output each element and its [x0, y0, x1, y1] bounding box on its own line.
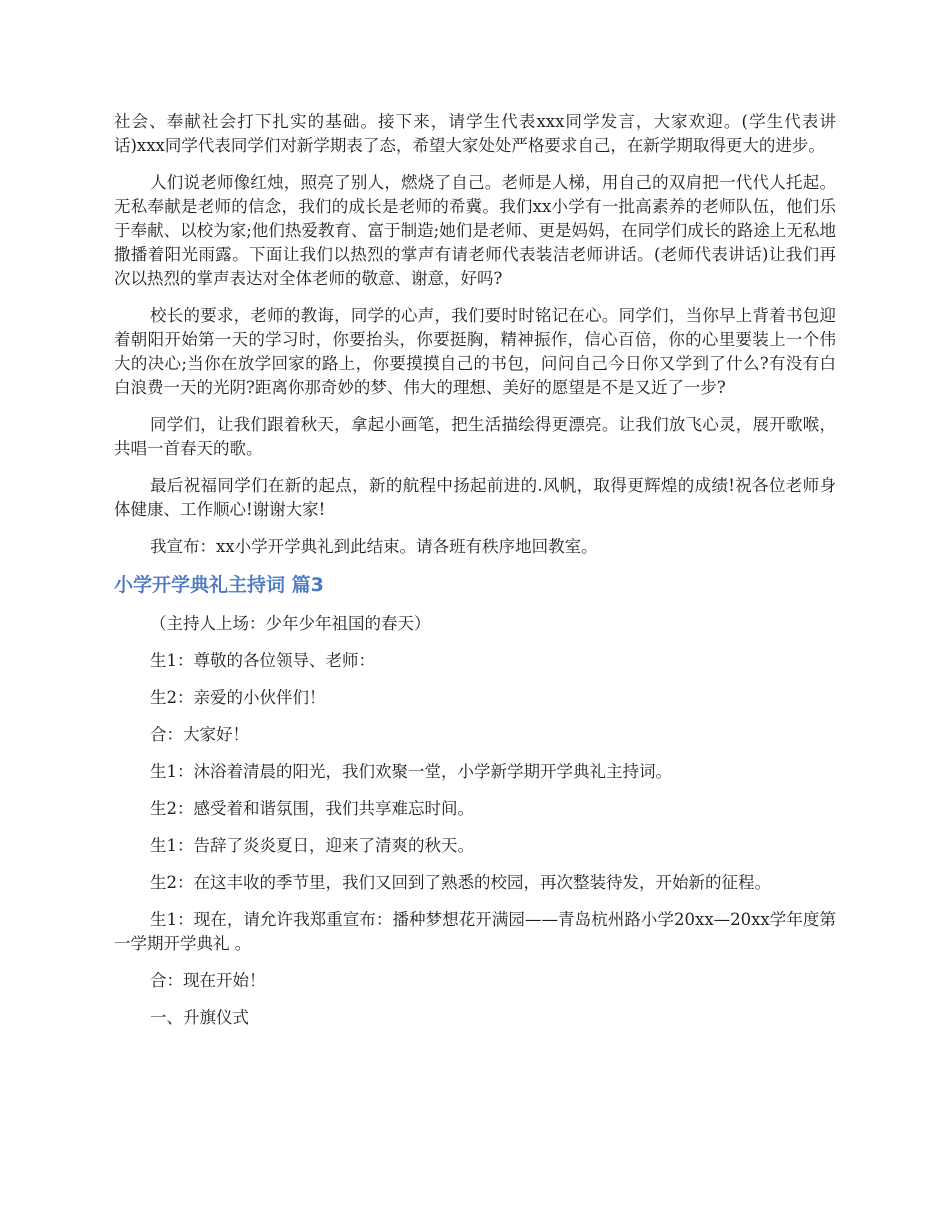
- script-line: 一、升旗仪式: [150, 1008, 249, 1027]
- script-line: 生1：沐浴着清晨的阳光，我们欢聚一堂，小学新学期开学典礼主持词。: [150, 762, 672, 781]
- script-line: 生1：尊敬的各位领导、老师：: [150, 651, 375, 670]
- paragraph: 我宣布：xx小学开学典礼到此结束。请各班有秩序地回教室。: [150, 537, 598, 556]
- paragraph: 校长的要求，老师的教诲，同学的心声，我们要时时铭记在心。同学们，当你早上背着书包迎着朝阳开始第一天的学习时，你要抬头，你要挺胸，精神振作，信心百倍，你的心里要装上一个伟大的决心;当你在放学回家的路上，你要摸摸自己的书包，问问自己今日你又学到了什么?有没有白白浪费一天的光阴?距离你那奇妙的梦、伟大的理想、美好的愿望是不是又近了一步?: [114, 306, 836, 397]
- paragraph: 最后祝福同学们在新的起点，新的航程中扬起前进的.风帆，取得更辉煌的成绩!祝各位老师身体健康、工作顺心!谢谢大家!: [114, 476, 836, 519]
- paragraph: 同学们，让我们跟着秋天，拿起小画笔，把生活描绘得更漂亮。让我们放飞心灵，展开歌喉，共唱一首春天的歌。: [114, 415, 836, 458]
- script-line: 生2：亲爱的小伙伴们！: [150, 688, 326, 707]
- section-heading: 小学开学典礼主持词 篇3: [114, 574, 324, 596]
- paragraph: 人们说老师像红烛，照亮了别人，燃烧了自己。老师是人梯，用自己的双肩把一代代人托起。无私奉献是老师的信念，我们的成长是老师的希冀。我们xx小学有一批高素养的老师队伍，他们乐于奉献、以校为家;他们热爱教育、富于制造;她们是老师、更是妈妈，在同学们成长的路途上无私地撒播着阳光雨露。下面让我们以热烈的掌声有请老师代表装洁老师讲话。(老师代表讲话)让我们再次以热烈的掌声表达对全体老师的敬意、谢意，好吗?: [114, 173, 836, 288]
- document-page: [114, 110, 836, 1043]
- script-line: 生2：在这丰收的季节里，我们又回到了熟悉的校园，再次整装待发，开始新的征程。: [150, 873, 771, 892]
- script-line: 生2：感受着和谐氛围，我们共享难忘时间。: [150, 799, 474, 818]
- script-line: （主持人上场：少年少年祖国的春天）: [150, 614, 431, 633]
- script-line: 合：大家好！: [150, 725, 249, 744]
- paragraph: 社会、奉献社会打下扎实的基础。接下来，请学生代表xxx同学发言，大家欢迎。(学生代表讲话)xxx同学代表同学们对新学期表了态，希望大家处处严格要求自己，在新学期取得更大的进步。: [114, 112, 836, 155]
- script-line: 生1：现在，请允许我郑重宣布：播种梦想花开满园——青岛杭州路小学20xx—20xx学年度第一学期开学典礼 。: [114, 910, 836, 953]
- script-line: 生1：告辞了炎炎夏日，迎来了清爽的秋天。: [150, 836, 474, 855]
- script-line: 合：现在开始！: [150, 971, 266, 990]
